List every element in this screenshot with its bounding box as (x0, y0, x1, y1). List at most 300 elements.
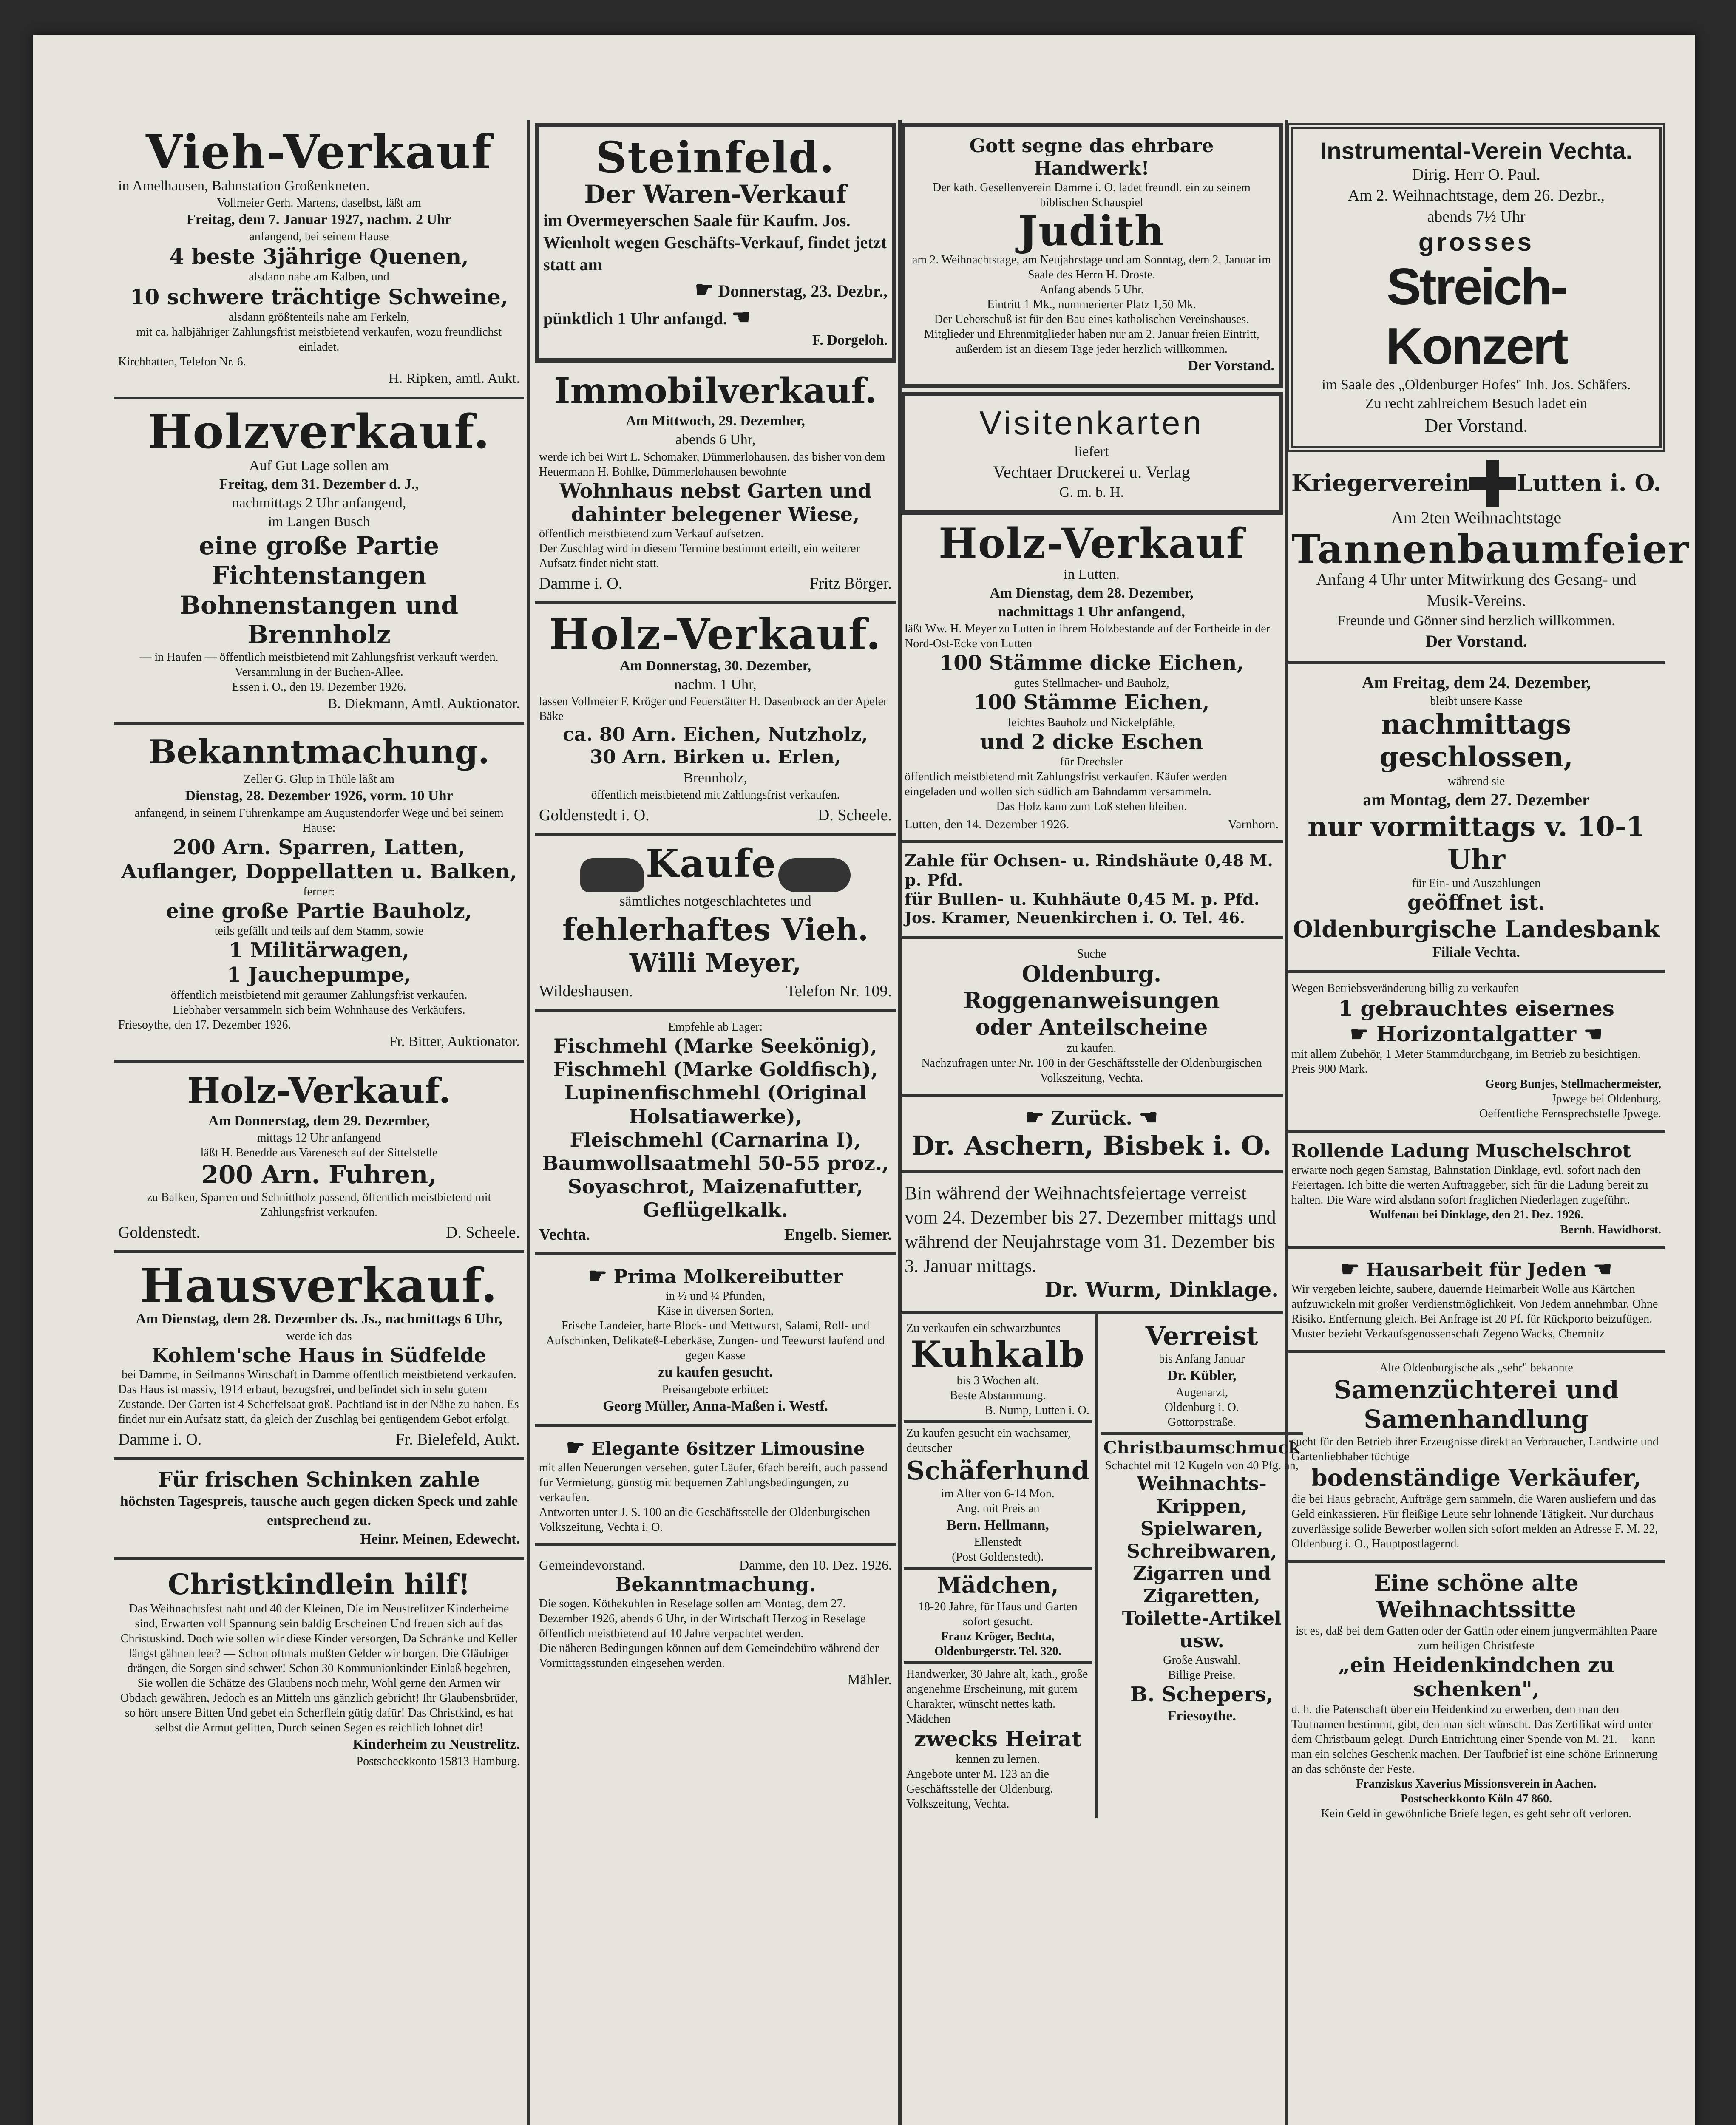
ad-title: Christkindlein hilf! (167, 1568, 471, 1601)
ad-text: Zeller G. Glup in Thüle läßt am (244, 773, 394, 786)
ad-text: Billige Preise. (1168, 1668, 1236, 1682)
ad-tannenbaumfeier (1287, 452, 1690, 664)
ad-text: Dienstag, 28. Dezember 1926, vorm. 10 Uhr (185, 788, 453, 804)
ad-title: Gott segne das ehrbare Handwerk! (969, 135, 1214, 179)
ad-muschelschrot (1287, 1133, 1665, 1249)
ad-text: Dirig. Herr O. Paul. (1412, 166, 1540, 184)
ad-title: Samenzüchterei und Samenhandlung (1333, 1375, 1619, 1434)
ad-text: bis Anfang Januar (1159, 1352, 1245, 1366)
ad-text: Jpwege bei Oldenburg. (1551, 1092, 1661, 1106)
ad-text: in Amelhausen, Bahnstation Großenkneten. (118, 178, 370, 194)
ad-title: Steinfeld. (596, 132, 835, 182)
ad-text: Friesoythe. (1167, 1708, 1236, 1724)
ad-text: Die sogen. Köthekuhlen in Reselage sollen am Montag, dem 27. Dezember 1926, abends 6 Uhr, in der Wirtschaft Herzog in Reselage öffentlich meistbietend auf 10 Jahre verpachtet werden. (539, 1597, 866, 1640)
ad-item: Judith (1018, 207, 1165, 255)
ad-signature: Fr. Bitter, Auktionator. (389, 1033, 520, 1049)
ad-heirat (904, 1664, 1092, 1814)
ad-text: Essen i. O., den 19. Dezember 1926. (232, 680, 406, 694)
ad-place: Goldenstedt i. O. (539, 806, 650, 824)
ad-text: erwarte noch gegen Samstag, Bahnstation Dinklage, evtl. sofort nach den Feiertagen. Ich bitte die werten Auftraggeber, sich für die Ladung bereit zu halten. Die Ware wird alsdann sofort fraglichen Niederlagen zugeführt. (1291, 1163, 1648, 1207)
ad-text: Brennholz, (683, 770, 748, 786)
ad-text: Ang. mit Preis an (956, 1502, 1040, 1516)
ad-text: alsdann nahe am Kalben, und (249, 270, 389, 283)
ad-item: bodenständige Verkäufer, (1311, 1464, 1642, 1492)
ad-signature: Mähler. (847, 1672, 892, 1688)
newspaper-page (33, 35, 1695, 2125)
ad-christkindlein (114, 1560, 524, 1777)
ad-item: 200 Arn. Fuhren, (201, 1160, 437, 1190)
ad-text: zu kaufen gesucht. (658, 1364, 773, 1380)
ad-title: Holz-Verkauf. (549, 609, 882, 659)
ad-item: Horizontalgatter (1376, 1021, 1577, 1047)
ad-holzverkauf (114, 400, 524, 725)
ad-immobilverkauf (535, 363, 896, 604)
ad-item: Oldenburgische Landesbank (1293, 915, 1660, 943)
ad-title: zwecks Heirat (914, 1726, 1082, 1751)
ad-title: Prima Molkereibutter (613, 1266, 843, 1288)
ad-item: Dr. Aschern, Bisbek i. O. (911, 1130, 1272, 1162)
ad-text: Der kath. Gesellenverein Damme i. O. ladet freundl. ein zu seinem biblischen Schauspiel (933, 181, 1251, 209)
ad-item: 1 gebrauchtes eisernes (1338, 996, 1614, 1021)
ad-text: Freitag, dem 7. Januar 1927, nachm. 2 Uhr (186, 211, 451, 227)
ad-title: Mädchen, (937, 1572, 1059, 1599)
ad-signature: Franz Kröger, Bechta, Oldenburgerstr. Tel. 320. (934, 1629, 1061, 1658)
pig-icon (778, 858, 851, 892)
ad-text: Am Donnerstag, dem 29. Dezember, (208, 1113, 430, 1129)
ad-text: Am Donnerstag, 30. Dezember, (619, 657, 811, 674)
ad-text: die bei Haus gebracht, Aufträge gern sammeln, die Waren ausliefern und das Geld einkassieren. Für fleißige Leute sehr lohnende Tätigkeit. Nur durchaus zuverlässige solide Bewerber wollen sich sofort melden an Adresse F. M. 22, Oldenburg i. O., Hauptpostlagernd. (1291, 1492, 1658, 1550)
ad-signature: Fr. Bielefeld, Aukt. (395, 1430, 520, 1448)
ad-weihnachtssitte (1287, 1563, 1665, 1830)
ad-item: 30 Arn. Birken u. Erlen, (590, 746, 841, 768)
ad-title: Eine schöne alte Weihnachtssitte (1374, 1570, 1579, 1623)
ad-hausverkauf (114, 1253, 524, 1460)
ad-text: im Alter von 6-14 Mon. (941, 1487, 1055, 1501)
ad-text: Nachzufragen unter Nr. 100 in der Geschäftsstelle der Oldenburgischen Volkszeitung, Vechta. (921, 1057, 1262, 1085)
ad-title: Immobilverkauf. (554, 370, 877, 411)
cow-icon (580, 858, 644, 892)
ad-signature: B. Nump, Lutten i. O. (985, 1404, 1089, 1417)
ad-item: Schreibwaren, (1126, 1540, 1277, 1562)
ad-title: Christbaumschmuck (1103, 1438, 1300, 1458)
ad-item: Bohnenstangen und Brennholz (179, 590, 459, 649)
ad-signature: Bernh. Hawidhorst. (1560, 1223, 1661, 1236)
ad-signature: Heinr. Meinen, Edewecht. (360, 1531, 520, 1547)
ad-text: Gottorpstraße. (1167, 1416, 1236, 1429)
ad-limousine (535, 1427, 896, 1546)
ad-landesbank (1287, 664, 1665, 973)
ad-text: Augenarzt, (1175, 1386, 1228, 1400)
ad-text: mit ca. halbjähriger Zahlungsfrist meistbietend verkaufen, wozu freundlichst einladet. (136, 325, 502, 354)
ad-item: Lupinenfischmehl (Original Holsatiawerke), (564, 1081, 867, 1128)
column-2 (535, 120, 896, 2125)
ad-title: Hausarbeit für Jeden (1366, 1259, 1587, 1281)
ad-text: Freitag, dem 31. Dezember d. J., (219, 476, 419, 492)
ad-text: Zahle für Ochsen- u. Rindshäute 0,48 M. p. Pfd. (905, 851, 1273, 890)
ad-signature: Der Vorstand. (1424, 415, 1528, 436)
ad-text: ferner: (303, 885, 335, 898)
ad-hausarbeit (1287, 1249, 1665, 1353)
ad-signature: Postscheckkonto Köln 47 860. (1400, 1792, 1552, 1805)
ad-text: Dr. Kübler, (1167, 1367, 1237, 1383)
ad-text: am Montag, dem 27. Dezember (1363, 790, 1590, 809)
ad-text: im Saale des „Oldenburger Hofes" Inh. Jos. Schäfers. (1322, 377, 1631, 393)
ad-text: nachmittags 2 Uhr anfangend, (232, 495, 406, 511)
ad-item: 200 Arn. Sparren, Latten, Auflanger, Doppellatten u. Balken, (121, 835, 517, 884)
ad-text: Am 2ten Weihnachtstage (1391, 507, 1562, 527)
ad-text: Am 2. Weihnachtstage, dem 26. Dezbr., (1347, 187, 1605, 205)
small-ads-right (1095, 1314, 1306, 1818)
ad-text: Oeffentliche Fernsprechstelle Jpwege. (1479, 1107, 1661, 1121)
ad-text: Wir vergeben leichte, saubere, dauernde Heimarbeit Wolle aus Kärtchen aufzuwickeln mit großer Verdienstmöglichkeit. Von Jedem annehmbar. Ohne Risiko. Entfernung gleich. Bei Anfrage ist 20 Pf. für Rückporto beizufügen. Muster bezieht Verkaufsgenossenschaft Zegeno Wacks, Chemnitz (1291, 1282, 1658, 1340)
ad-signature: Georg Müller, Anna-Maßen i. Westf. (603, 1398, 828, 1414)
ad-text: (Post Goldenstedt). (952, 1550, 1044, 1564)
ad-item: Wohnhaus nebst Garten und dahinter belegener Wiese, (559, 479, 872, 526)
ad-item: Weihnachts-Krippen, (1137, 1473, 1267, 1517)
ad-text: Zu verkaufen ein schwarzbuntes (906, 1321, 1061, 1335)
ad-place: Damme i. O. (539, 574, 623, 592)
ad-text: mit allen Neuerungen versehen, guter Läufer, 6fach bereift, auch passend für Vermietung, günstig mit bequemen Zahlungsbedingungen, zu verkaufen. (539, 1461, 888, 1504)
ad-text: zu kaufen. (1067, 1042, 1117, 1055)
column-1 (114, 120, 524, 2125)
ad-holz-verkauf-goldenstedt (535, 604, 896, 836)
ad-text: Mitglieder und Ehrenmitglieder haben nur am 2. Januar freien Eintritt, außerdem ist an diesem Tage jeder herzlich willkommen. (924, 328, 1259, 356)
ad-title: Holzverkauf. (148, 404, 491, 459)
ad-item: eine große Partie Bauholz, (166, 899, 472, 923)
ad-text: zu Balken, Sparren und Schnittholz passend, öffentlich meistbietend mit Zahlungsfrist verkaufen. (147, 1190, 491, 1219)
ad-text: Eintritt 1 Mk., nummerierter Platz 1,50 Mk. (987, 298, 1196, 312)
ad-text: am 2. Weihnachtstage, am Neujahrstage und am Sonntag, dem 2. Januar im Saale des Herrn H. Droste. (912, 253, 1271, 282)
pointing-hand-icon: ☚ (1583, 1021, 1603, 1047)
ad-verreist-wurm (900, 1173, 1283, 1314)
ad-fischmehl (535, 1012, 896, 1256)
ad-item: und 2 dicke Eschen (980, 730, 1203, 754)
ad-text: abends 6 Uhr, (675, 432, 756, 448)
iron-cross-icon (1469, 460, 1516, 507)
ad-place: Damme i. O. (118, 1430, 202, 1448)
ad-text: Der Ueberschuß ist für den Bau eines katholischen Vereinshauses. (934, 313, 1249, 326)
ad-title: Schäferhund (906, 1456, 1089, 1486)
column-rule (527, 120, 530, 2125)
pointing-hand-icon: ☛ (1025, 1105, 1044, 1130)
ad-signature: Der Vorstand. (1188, 358, 1274, 374)
ad-text: öffentlich meistbietend mit Zahlungsfrist verkaufen. Käufer werden eingeladen und wollen sich südlich am Bahndamm versammeln. (905, 770, 1228, 799)
ad-title: Zurück. (1051, 1108, 1132, 1130)
ad-title: Holz-Verkauf. (187, 1070, 451, 1111)
ad-signature: Engelb. Siemer. (784, 1226, 892, 1244)
ad-text: bleibt unsere Kasse (1430, 694, 1523, 708)
ad-text: für Ein- und Auszahlungen (1412, 877, 1541, 890)
ad-item: nur vormittags v. 10-1 Uhr (1308, 810, 1645, 876)
ad-item: oder Anteilscheine (975, 1014, 1208, 1040)
ad-text: im Overmeyerschen Saale für Kaufm. Jos. Wienholt wegen Geschäfts-Verkauf, findet jetzt statt am (543, 210, 887, 274)
ad-signature: D. Scheele. (817, 806, 892, 824)
ad-signature: Dr. Wurm, Dinklage. (1044, 1278, 1279, 1302)
ad-place: Vechta. (539, 1226, 590, 1244)
pointing-hand-icon: ☛ (1340, 1256, 1360, 1281)
ad-item: 4 beste 3jährige Quenen, (169, 244, 469, 269)
ad-maedchen (904, 1570, 1092, 1664)
ad-title: Vieh-Verkauf (146, 125, 492, 179)
ad-verreist-kuebler (1101, 1318, 1303, 1435)
ad-text: Liebhaber versammeln sich beim Wohnhause des Verkäufers. (173, 1003, 465, 1017)
ad-item: „ein Heidenkindchen zu schenken", (1338, 1653, 1614, 1702)
ad-text: kennen zu lernen. (956, 1752, 1040, 1766)
ad-text: alsdann größtenteils nahe am Ferkeln, (228, 310, 410, 324)
ad-text: Jos. Kramer, Neuenkirchen i. O. Tel. 46. (905, 909, 1245, 927)
ad-text: für Bullen- u. Kuhhäute 0,45 M. p. Pfd. (905, 890, 1260, 909)
ad-text: Empfehle ab Lager: (668, 1020, 763, 1034)
ad-text: anfangend, in seinem Fuhrenkampe am Augustendorfer Wege und bei seinem Hause: (134, 806, 504, 835)
ad-kuhkalb (904, 1318, 1092, 1423)
ad-holz-verkauf-varenesch (114, 1062, 524, 1253)
ad-text: werde ich das (286, 1329, 352, 1343)
ad-phone: Telefon Nr. 109. (786, 982, 892, 1000)
ad-judith (900, 123, 1283, 388)
ad-text: nachmittags 1 Uhr anfangend, (998, 604, 1185, 620)
ad-text: sucht für den Betrieb ihrer Erzeugnisse direkt an Verbraucher, Landwirte und Gartenliebhaber tüchtige (1291, 1435, 1659, 1464)
ad-title: Visitenkarten (979, 404, 1204, 442)
ad-signature: Bern. Hellmann, (946, 1517, 1049, 1533)
ad-text: während sie (1447, 774, 1505, 788)
ad-horizontalgatter (1287, 973, 1665, 1133)
ad-text: 18-20 Jahre, für Haus und Garten sofort gesucht. (918, 1600, 1078, 1628)
ad-bekanntmachung (114, 725, 524, 1062)
ad-text: Kirchhatten, Telefon Nr. 6. (118, 355, 246, 368)
pointing-hand-icon: ☛ (1350, 1021, 1369, 1047)
ad-text: Am Freitag, dem 24. Dezember, (1362, 673, 1591, 692)
ad-signature: B. Diekmann, Amtl. Auktionator. (327, 695, 520, 711)
ad-title: Kaufe (646, 841, 777, 887)
ad-place: Lutten i. O. (1516, 469, 1661, 497)
ad-text: nachm. 1 Uhr, (674, 677, 757, 693)
ad-streich-konzert (1287, 123, 1665, 452)
ad-text: Suche (1077, 947, 1106, 961)
ad-item: Streich-Konzert (1385, 258, 1567, 375)
ad-haeute (900, 843, 1283, 939)
ad-item: Geflügelkalk. (643, 1198, 788, 1222)
ad-text: Wulfenau bei Dinklage, den 21. Dez. 1926. (1369, 1208, 1583, 1221)
ad-item: Willi Meyer, (629, 948, 802, 978)
ad-text: mittags 12 Uhr anfangend (257, 1131, 381, 1145)
ad-signature: B. Schepers, (1130, 1682, 1274, 1706)
ad-signature: Der Vorstand. (1425, 632, 1527, 651)
ad-poem: Das Weihnachtsfest naht und 40 der Kleinen, Die im Neustrelitzer Kinderheime sind, Erwarten voll Spannung sein baldig Erscheinen Und freuen sich auf das Christuskind. Doch wie sollen wir diese Kinder versorgen, Da Schränke und Keller längst gähnen leer? — Schon oftmals mußten Gelder wir borgen. Die Gläubiger drängen, die Sorgen sind schwer! Schon 30 Kommunionkinder Einlaß begehren, Sie wollen die Schätze des Glaubens noch mehr, Wohl gerne den Armen wir Obdach gewähren, Jedoch es an Mitteln uns gänzlich gebricht! Ihr Glaubensbrüder, so hört unsere Bitten Und gebet ein Scherflein gütig dafür! Das Christkind, es hat selbst die Armut gelitten, Durch seinen Segen es reichlich lohnet dir! (120, 1602, 518, 1735)
ad-text: läßt H. Benedde aus Varenesch auf der Sittelstelle (200, 1146, 438, 1160)
ad-date: Damme, den 10. Dez. 1926. (739, 1557, 892, 1572)
ad-text: Handwerker, 30 Jahre alt, kath., große angenehme Erscheinung, mit gutem Charakter, wünscht nettes kath. Mädchen (906, 1667, 1088, 1726)
ad-text: abends 7½ Uhr (1427, 207, 1526, 226)
ad-text: Preisangebote erbittet: (662, 1383, 769, 1396)
ad-item: Fischmehl (Marke Goldfisch), (553, 1058, 878, 1081)
ad-text: Schachtel mit 12 Kugeln von 40 Pfg. an, (1105, 1459, 1299, 1473)
ad-text: Ellenstedt (974, 1536, 1022, 1549)
ad-kaufe-vieh (535, 836, 896, 1012)
ad-text: Freunde und Gönner sind herzlich willkommen. (1337, 613, 1615, 629)
ad-text: Auf Gut Lage sollen am (249, 457, 389, 473)
ad-text: Kein Geld in gewöhnliche Briefe legen, es geht sehr oft verloren. (1321, 1807, 1632, 1820)
ad-text: G. m. b. H. (1059, 484, 1124, 500)
ad-text: teils gefällt und teils auf dem Stamm, sowie (214, 924, 424, 938)
ad-title: Kuhkalb (911, 1333, 1085, 1375)
ad-schaeferhund (904, 1423, 1092, 1570)
ad-zurueck (900, 1097, 1283, 1173)
ad-text: Käse in diversen Sorten, (657, 1304, 774, 1318)
ad-text: anfangend, bei seinem Hause (249, 230, 389, 243)
ad-text: Antworten unter J. S. 100 an die Geschäftsstelle der Oldenburgischen Volkszeitung, Vechta i. O. (539, 1505, 871, 1534)
pointing-hand-icon: ☛ (588, 1263, 607, 1289)
ad-text: läßt Ww. H. Meyer zu Lutten in ihrem Holzbestande auf der Fortheide in der Nord-Ost-Ecke von Lutten (905, 622, 1270, 651)
ad-issuer: Kriegerverein (1291, 469, 1470, 497)
ad-text: Am Dienstag, dem 28. Dezember, (990, 585, 1194, 601)
ad-schinken (114, 1460, 524, 1560)
ad-item: Zigarren und Zigaretten, (1132, 1563, 1271, 1607)
ad-text: Alte Oldenburgische als „sehr" bekannte (1379, 1361, 1573, 1374)
ad-text: Oldenburg i. O. (1164, 1401, 1239, 1414)
ad-signature: Fritz Börger. (809, 574, 892, 592)
ad-title: Tannenbaumfeier (1291, 526, 1690, 572)
ad-text: bei Damme, in Seilmanns Wirtschaft in Damme öffentlich meistbietend verkaufen. (122, 1368, 516, 1381)
ad-text: leichtes Bauholz und Nickelpfähle, (1008, 716, 1175, 729)
ad-issuer: Gemeindevorstand. (539, 1557, 645, 1572)
ad-item: Spielwaren, (1140, 1518, 1263, 1540)
ad-text: Angebote unter M. 123 an die Geschäftsstelle der Oldenburg. Volkszeitung, Vechta. (906, 1767, 1053, 1810)
ad-vieh-verkauf (114, 120, 524, 400)
ad-title: Bekanntmachung. (615, 1572, 816, 1596)
ad-text: Vollmeier Gerh. Martens, daselbst, läßt am (217, 196, 421, 210)
ad-item: Fleischmehl (Carnarina I), (570, 1128, 861, 1151)
ad-text: pünktlich 1 Uhr anfangd. (543, 309, 727, 328)
ad-item: ca. 80 Arn. Eichen, Nutzholz, (563, 724, 868, 746)
ad-signature: F. Dorgeloh. (812, 332, 888, 348)
ad-signature: Franziskus Xaverius Missionsverein in Aachen. (1356, 1777, 1597, 1791)
ad-signature: Kinderheim zu Neustrelitz. (352, 1737, 520, 1753)
ad-text: Am Mittwoch, 29. Dezember, (626, 413, 805, 429)
ad-title: Holz-Verkauf (939, 519, 1245, 567)
ad-title: Instrumental-Verein Vechta. (1320, 137, 1633, 164)
ad-roggenanweisungen (900, 939, 1283, 1097)
ad-text: Zu kaufen gesucht ein wachsamer, deutscher (906, 1427, 1071, 1455)
ad-text: Bin während der Weihnachtsfeiertage verreist vom 24. Dezember bis 27. Dezember mittags und während der Neujahrstage vom 31. Dezember bis 3. Januar mittags. (905, 1182, 1276, 1277)
ad-item: Fischmehl (Marke Seekönig), (553, 1034, 877, 1057)
ad-text: öffentlich meistbietend mit Zahlungsfrist verkaufen. (591, 788, 840, 802)
ad-text: Anfang 4 Uhr unter Mitwirkung des Gesang- und Musik-Vereins. (1316, 571, 1637, 610)
ad-text: Zu recht zahlreichem Besuch ladet ein (1365, 396, 1588, 412)
ad-text: Der Zuschlag wird in diesem Termine bestimmt erteilt, ein weiterer Aufsatz findet nicht statt. (539, 541, 860, 570)
ad-title: Verreist (1145, 1321, 1258, 1351)
ad-holz-verkauf-lutten (900, 515, 1283, 843)
ad-steinfeld (535, 123, 896, 363)
ad-signature: Postscheckkonto 15813 Hamburg. (356, 1755, 520, 1768)
ad-title: Hausverkauf. (140, 1258, 498, 1313)
ad-item: 10 schwere trächtige Schweine, (130, 284, 508, 309)
ad-text: Anfang abends 5 Uhr. (1039, 283, 1144, 297)
ad-text: Beste Abstammung. (950, 1389, 1046, 1402)
ad-item: eine große Partie Fichtenstangen (199, 531, 440, 590)
ad-text: in ½ und ¼ Pfunden, (665, 1289, 766, 1303)
ad-place: Goldenstedt. (118, 1223, 201, 1241)
column-3 (900, 120, 1300, 2125)
pointing-hand-icon: ☛ (695, 277, 714, 301)
ad-text: bis 3 Wochen alt. (956, 1374, 1039, 1388)
ad-text: Versammlung in der Buchen-Allee. (235, 665, 403, 679)
ad-signature: H. Ripken, amtl. Aukt. (389, 370, 520, 386)
ad-molkereibutter (535, 1255, 896, 1427)
ad-text: in Lutten. (1063, 566, 1120, 582)
ad-item: geöffnet ist. (1407, 891, 1545, 915)
ad-item: Oldenburg. Roggenanweisungen (963, 961, 1220, 1014)
ad-text: Das Haus ist massiv, 1914 erbaut, bezugsfrei, und befindet sich in sehr gutem Zustande. Der Garten ist 4 Scheffelsaat groß. Pachtland ist in der Nähe zu haben. Es findet nur ein Aufsatz statt, da gleich der Zuschlag bei genügendem Gebot erfolgt. (118, 1383, 519, 1426)
ad-text: Filiale Vechta. (1432, 944, 1520, 960)
ad-christbaumschmuck (1101, 1435, 1303, 1728)
ad-item: Baumwollsaatmehl 50-55 proz., (542, 1151, 889, 1175)
ad-item: Kohlem'sche Haus in Südfelde (151, 1343, 487, 1367)
ad-samenzuechterei (1287, 1353, 1665, 1563)
ad-text: höchsten Tagespreis, tausche auch gegen dicken Speck und zahle entsprechend zu. (120, 1493, 518, 1528)
ad-text: öffentlich meistbietend mit geraumer Zahlungsfrist verkaufen. (170, 988, 468, 1002)
ad-visitenkarten (900, 392, 1283, 515)
ad-text: Wegen Betriebsveränderung billig zu verkaufen (1291, 982, 1519, 995)
ad-title: Für frischen Schinken zahle (158, 1468, 480, 1492)
ad-title: Elegante 6sitzer Limousine (591, 1438, 865, 1459)
ad-item: nachmittags geschlossen, (1379, 708, 1573, 774)
ad-text: Am Dienstag, dem 28. Dezember ds. Js., nachmittags 6 Uhr, (136, 1311, 502, 1327)
ad-item: 100 Stämme Eichen, (973, 690, 1210, 714)
ad-text: — in Haufen — öffentlich meistbietend mit Zahlungsfrist verkauft werden. (139, 650, 499, 664)
ad-item: 100 Stämme dicke Eichen, (939, 651, 1244, 675)
ad-text: sämtliches notgeschlachtetes und (619, 893, 811, 910)
ad-item: Der Waren-Verkauf (584, 180, 847, 209)
ad-signature: D. Scheele. (445, 1223, 520, 1241)
ad-text: Frische Landeier, harte Block- und Mettwurst, Salami, Roll- und Aufschinken, Delikateß-Leberkäse, Zungen- und Teewurst laufend und gegen Kasse (546, 1319, 885, 1363)
ad-item: Soyaschrot, Maizenafutter, (567, 1175, 863, 1198)
ad-text: werde ich bei Wirt L. Schomaker, Dümmerlohausen, das bisher von dem Heuermann H. Bohlke, Dümmerlohausen bewohnte (539, 450, 885, 479)
ad-text: mit allem Zubehör, 1 Meter Stammdurchgang, im Betrieb zu besichtigen. Preis 900 Mark. (1291, 1048, 1641, 1076)
pointing-hand-icon: ☛ (566, 1434, 585, 1460)
ad-text: liefert (1074, 443, 1109, 459)
ad-text: Donnerstag, 23. Dezbr., (718, 281, 888, 300)
ad-text: öffentlich meistbietend zum Verkauf aufsetzen. (539, 527, 764, 540)
ad-item: Toilette-Artikel usw. (1122, 1607, 1282, 1652)
small-ads-grid (900, 1314, 1300, 1818)
ad-text: Vechtaer Druckerei u. Verlag (993, 462, 1190, 482)
pointing-hand-icon: ☚ (731, 305, 751, 329)
small-ads-left (900, 1314, 1095, 1818)
ad-item: fehlerhaftes Vieh. (562, 911, 869, 947)
ad-text: für Drechsler (1060, 755, 1123, 769)
ad-title: Bekanntmachung. (148, 732, 490, 771)
ad-text: lassen Vollmeier F. Kröger und Feuerstätter H. Dasenbrock an der Apeler Bäke (539, 695, 888, 723)
ad-date: Lutten, den 14. Dezember 1926. (905, 817, 1069, 832)
ad-item: 1 Militärwagen, (229, 938, 409, 963)
ad-text: d. h. die Patenschaft über ein Heidenkind zu erwerben, dem man den Taufnamen bestimmt, gibt, den man sich wünscht. Das Zertifikat wird unter dem Christbaum gelegt. Durch Entrichtung einer Spende von M. 21.— kann man ein solches Geschenk machen. Der Taufbrief ist eine schöne Erinnerung an das schönste der Feste. (1291, 1703, 1658, 1776)
ad-text: grosses (1418, 228, 1535, 257)
ad-title: Rollende Ladung Muschelschrot (1291, 1140, 1631, 1162)
ad-text: Große Auswahl. (1163, 1653, 1241, 1667)
ad-signature: Georg Bunjes, Stellmachermeister, (1485, 1077, 1661, 1091)
column-4 (1287, 120, 1690, 2125)
ad-signature: Varnhorn. (1228, 817, 1279, 832)
ad-bekanntmachung-damme (535, 1546, 896, 1698)
ad-item: 1 Jauchepumpe, (227, 963, 411, 987)
ad-text: ist es, daß bei dem Gatten oder der Gattin oder einem jungvermählten Paare zum heiligen Christfeste (1296, 1624, 1657, 1652)
ad-text: Das Holz kann zum Loß stehen bleiben. (996, 800, 1187, 813)
pointing-hand-icon: ☚ (1593, 1256, 1612, 1281)
ad-text: Friesoythe, den 17. Dezember 1926. (118, 1018, 291, 1031)
ad-text: gutes Stellmacher- und Bauholz, (1014, 676, 1169, 690)
ad-text: im Langen Busch (268, 514, 370, 530)
ad-text: Die näheren Bedingungen können auf dem Gemeindebüro während der Vormittagsstunden eingesehen werden. (539, 1642, 879, 1670)
